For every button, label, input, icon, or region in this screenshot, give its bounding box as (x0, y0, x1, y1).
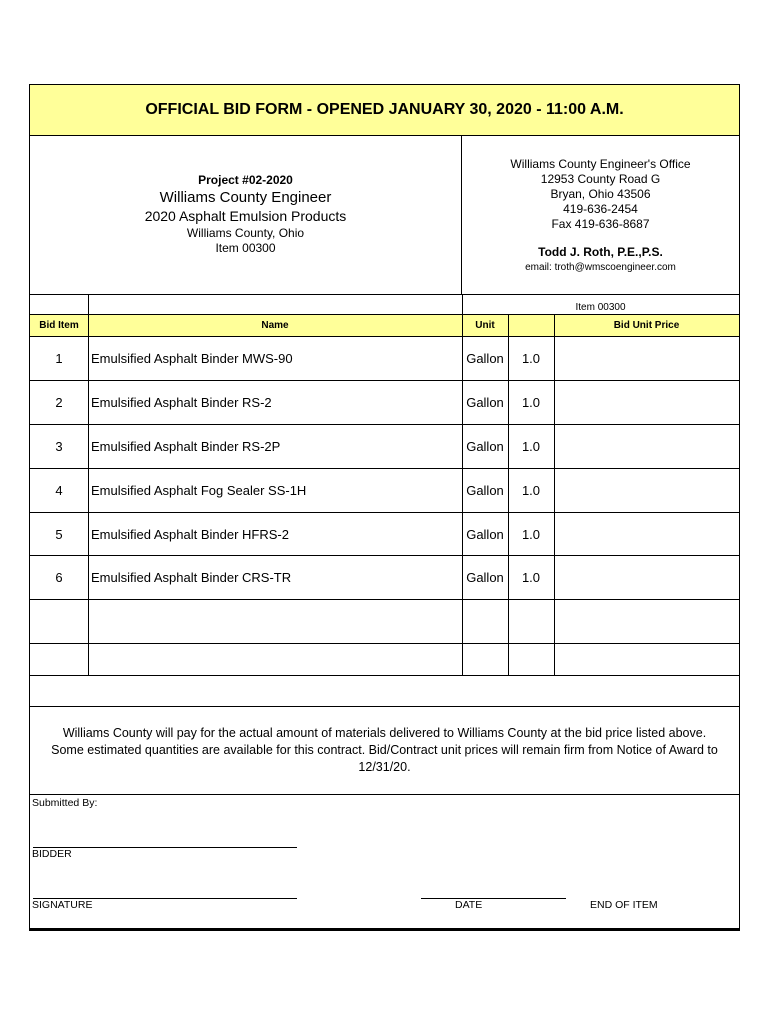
col-qty (508, 315, 554, 336)
row-qty: 1.0 (521, 351, 541, 366)
grid-line (554, 315, 555, 676)
office-info (462, 135, 739, 295)
project-county: Williams County, Ohio (186, 226, 305, 240)
submitted-by-label: Submitted By: (32, 797, 98, 809)
row-name: Emulsified Asphalt Fog Sealer SS-1H (91, 483, 307, 498)
row-unit: Gallon (466, 483, 504, 498)
office-city: Bryan, Ohio 43506 (550, 187, 651, 201)
form-title: OFFICIAL BID FORM - OPENED JANUARY 30, 2020 - 11:00 A.M. (30, 85, 739, 136)
row-unit: Gallon (466, 526, 504, 542)
col-unit: Unit (475, 320, 495, 331)
table-row (30, 556, 739, 600)
col-bid-item: Bid Item (39, 320, 79, 331)
table-row (30, 425, 739, 469)
empty-row (30, 644, 739, 676)
bid-price-field[interactable] (554, 381, 739, 424)
row-number: 1 (55, 351, 63, 366)
bid-form (29, 84, 740, 929)
row-number: 3 (55, 439, 63, 454)
spacer-row (30, 676, 739, 707)
row-unit: Gallon (466, 570, 504, 585)
form-bottom-border (29, 929, 740, 931)
row-number: 2 (55, 395, 63, 410)
row-name: Emulsified Asphalt Binder HFRS-2 (91, 526, 289, 542)
row-name: Emulsified Asphalt Binder RS-2P (91, 439, 281, 454)
bid-price-field[interactable] (554, 337, 739, 380)
signature-label: SIGNATURE (32, 899, 93, 911)
bid-price-field[interactable] (554, 513, 739, 555)
item-label: Item 00300 (575, 302, 626, 313)
table-row (30, 469, 739, 513)
row-name: Emulsified Asphalt Binder MWS-90 (91, 351, 293, 366)
column-header-row (30, 315, 739, 337)
bid-price-field[interactable] (554, 469, 739, 512)
office-address: 12953 County Road G (540, 172, 661, 186)
row-number: 4 (55, 483, 63, 498)
grid-line (462, 295, 463, 676)
bidder-line[interactable] (33, 847, 297, 848)
row-unit: Gallon (466, 439, 504, 454)
date-line[interactable] (421, 898, 566, 899)
item-label-row (30, 295, 739, 315)
row-qty: 1.0 (521, 395, 541, 410)
row-name: Emulsified Asphalt Binder CRS-TR (91, 570, 292, 585)
bid-price-field[interactable] (554, 425, 739, 468)
row-number: 5 (55, 526, 63, 542)
notes-line-3: 12/31/20. (358, 760, 411, 774)
office-fax: Fax 419-636-8687 (551, 217, 650, 231)
date-label: DATE (455, 899, 483, 911)
project-number: Project #02-2020 (198, 173, 293, 187)
row-qty: 1.0 (521, 570, 541, 585)
row-qty: 1.0 (521, 483, 541, 498)
bidder-label: BIDDER (32, 848, 72, 860)
row-name: Emulsified Asphalt Binder RS-2 (91, 395, 272, 410)
col-bid-unit-price: Bid Unit Price (613, 320, 680, 331)
payment-notes (30, 707, 739, 795)
office-name: Williams County Engineer's Office (510, 157, 691, 171)
project-agency: Williams County Engineer (159, 189, 332, 206)
project-item: Item 00300 (215, 241, 276, 255)
end-of-item-label: END OF ITEM (590, 899, 658, 911)
row-number: 6 (55, 570, 63, 585)
table-row (30, 513, 739, 556)
project-product: 2020 Asphalt Emulsion Products (144, 208, 347, 224)
row-unit: Gallon (466, 351, 504, 366)
office-email: email: troth@wmscoengineer.com (525, 262, 676, 273)
bid-price-field[interactable] (554, 556, 739, 599)
col-name: Name (261, 320, 289, 331)
notes-line-1: Williams County will pay for the actual amount of materials delivered to Williams County at the bid price listed above. (62, 726, 707, 740)
table-row (30, 337, 739, 381)
grid-line (88, 295, 89, 676)
notes-line-2: Some estimated quantities are available for this contract. Bid/Contract unit prices will remain firm from Notice of Award to (51, 743, 718, 757)
office-engineer: Todd J. Roth, P.E.,P.S. (538, 245, 663, 259)
row-unit: Gallon (466, 395, 504, 410)
office-phone: 419-636-2454 (563, 202, 638, 216)
row-qty: 1.0 (521, 439, 541, 454)
row-qty: 1.0 (521, 526, 541, 542)
table-row (30, 381, 739, 425)
project-info (30, 135, 462, 295)
grid-line (508, 315, 509, 676)
empty-row (30, 600, 739, 644)
